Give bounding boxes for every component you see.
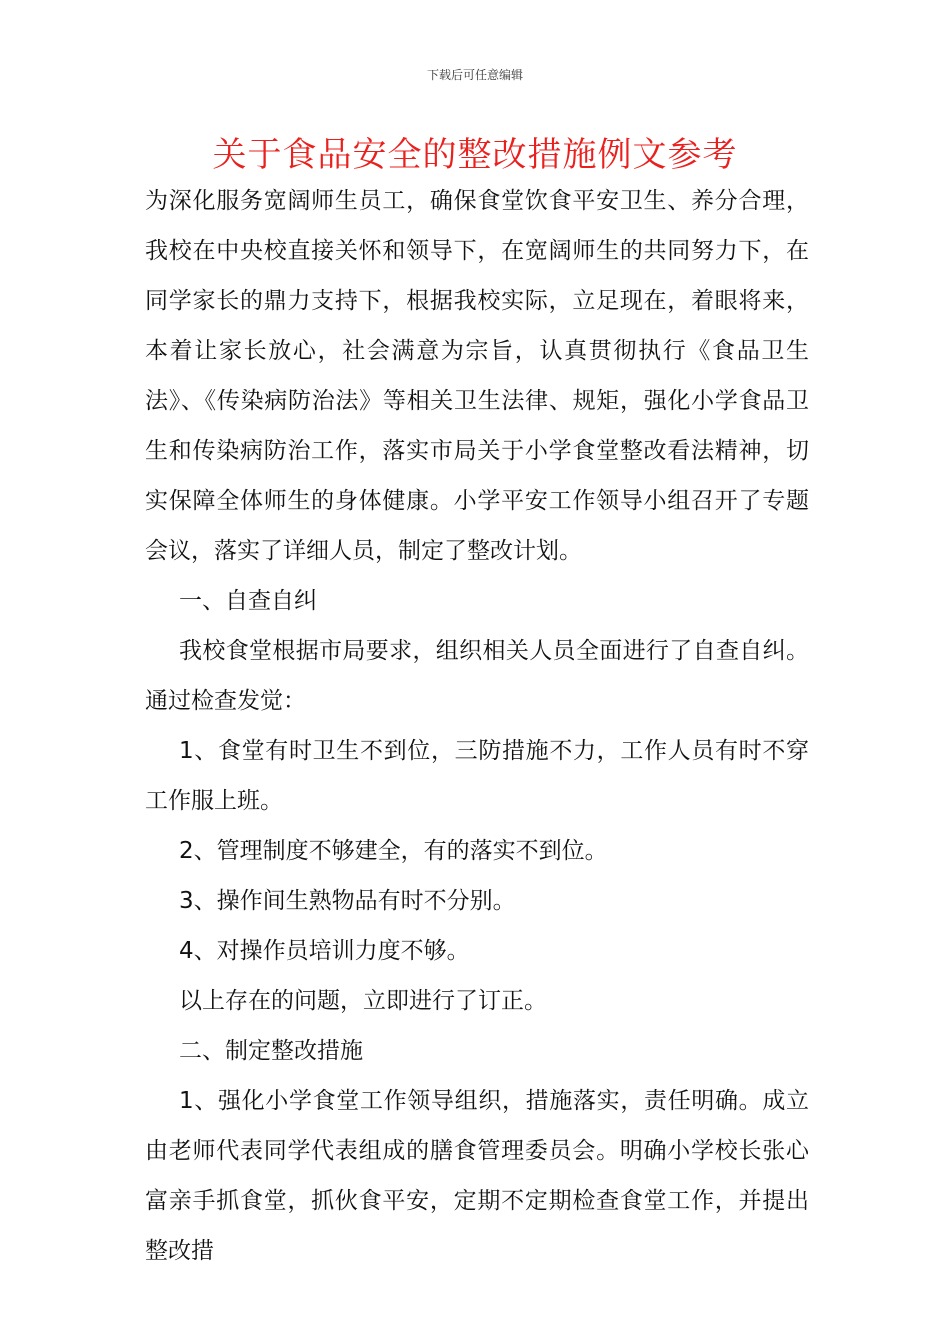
- issue-item-1: 1、食堂有时卫生不到位，三防措施不力，工作人员有时不穿工作服上班。: [145, 738, 809, 814]
- issue-item-2: 2、管理制度不够建全，有的落实不到位。: [179, 838, 608, 864]
- header-note: 下载后可任意编辑: [426, 68, 523, 82]
- issue-item-3: 3、操作间生熟物品有时不分别。: [179, 888, 516, 914]
- correction-paragraph: 以上存在的问题，立即进行了订正。: [179, 988, 547, 1014]
- document-title: 关于食品安全的整改措施例文参考: [212, 135, 738, 175]
- intro-paragraph: 为深化服务宽阔师生员工，确保食堂饮食平安卫生、养分合理，我校在中央校直接关怀和领导下，在宽阔师生的共同努力下，在同学家长的鼎力支持下，根据我校实际，立足现在，着眼将来，本着让家长放心，社会满意为宗旨，认真贯彻执行《食品卫生法》、《传染病防治法》等相关卫生法律、规矩，强化小学食品卫生和传染病防治工作，落实市局关于小学食堂整改看法精神，切实保障全体师生的身体健康。小学平安工作领导小组召开了专题会议，落实了详细人员，制定了整改计划。: [145, 188, 809, 564]
- issue-item-4: 4、对操作员培训力度不够。: [179, 938, 470, 964]
- section-heading-measures: 二、制定整改措施: [179, 1038, 363, 1064]
- measure-item-1: 1、强化小学食堂工作领导组织，措施落实，责任明确。成立由老师代表同学代表组成的膳食管理委员会。明确小学校长张心富亲手抓食堂，抓伙食平安，定期不定期检查食堂工作，并提出整改措: [145, 1088, 809, 1264]
- section-heading-self-check: 一、自查自纠: [179, 588, 317, 614]
- document-body: [145, 176, 809, 1276]
- self-check-paragraph: 我校食堂根据市局要求，组织相关人员全面进行了自查自纠。通过检查发觉：: [145, 638, 809, 714]
